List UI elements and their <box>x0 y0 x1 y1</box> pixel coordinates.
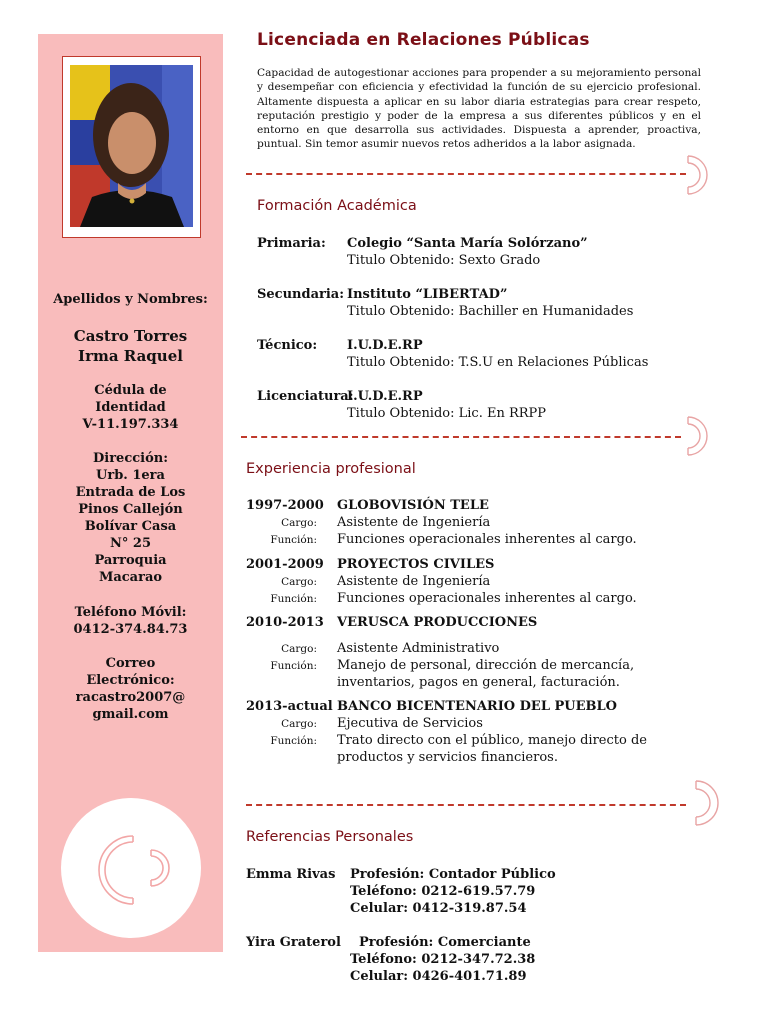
education-level: Técnico: <box>257 338 318 353</box>
experience-role: Asistente de Ingeniería <box>337 515 491 530</box>
education-institution: Instituto “LIBERTAD” <box>347 287 508 302</box>
education-level: Primaria: <box>257 236 326 251</box>
cargo-label: Cargo: <box>281 517 317 529</box>
given-names: Irma Raquel <box>78 347 183 365</box>
experience-role: Ejecutiva de Servicios <box>337 716 483 731</box>
references-heading: Referencias Personales <box>246 829 414 845</box>
education-level: Secundaria: <box>257 287 345 302</box>
experience-company: PROYECTOS CIVILES <box>337 557 495 572</box>
profile-summary: Capacidad de autogestionar acciones para propender a su mejoramiento personal y desempeñar con eficiencia y efectividad la función de su ejercicio profesional. Altamente dispuesta a aplicar en su labor diaria estrategias para crear respeto, reputación prestigio y poder de la empresa a sus diferentes públicos y en el entorno en que desarrolla sus actividades. Dispuesta a aprender, proactiva, puntual. Sin temor asumir nuevos retos adheridos a la labor asignada. <box>257 67 701 151</box>
divider-ornament-icon <box>694 779 720 827</box>
funcion-label: Función: <box>270 534 317 546</box>
funcion-label: Función: <box>270 660 317 672</box>
reference-mobile: Celular: 0412-319.87.54 <box>350 901 527 916</box>
experience-function: Funciones operacionales inherentes al cargo. <box>337 591 637 606</box>
reference-mobile: Celular: 0426-401.71.89 <box>350 969 527 984</box>
divider-2 <box>241 436 681 438</box>
email-line-2[interactable]: gmail.com <box>92 707 169 722</box>
reference-phone: Teléfono: 0212-347.72.38 <box>350 952 536 967</box>
education-institution: I.U.D.E.RP <box>347 338 423 353</box>
cargo-label: Cargo: <box>281 576 317 588</box>
experience-years: 1997-2000 <box>246 498 324 513</box>
education-degree: Titulo Obtenido: Lic. En RRPP <box>347 406 547 421</box>
experience-company: BANCO BICENTENARIO DEL PUEBLO <box>337 699 617 714</box>
experience-years: 2010-2013 <box>246 615 324 630</box>
funcion-label: Función: <box>270 593 317 605</box>
education-heading: Formación Académica <box>257 198 417 214</box>
experience-function: productos y servicios financieros. <box>337 750 558 765</box>
profile-photo <box>70 65 193 227</box>
address-label: Dirección: <box>92 451 169 466</box>
monogram-logo-icon <box>61 798 201 938</box>
id-value: V-11.197.334 <box>82 417 179 432</box>
experience-function: Trato directo con el público, manejo directo de <box>337 733 647 748</box>
education-degree: Titulo Obtenido: T.S.U en Relaciones Públicas <box>347 355 649 370</box>
experience-function: Funciones operacionales inherentes al cargo. <box>337 532 637 547</box>
experience-heading: Experiencia profesional <box>246 461 416 477</box>
reference-name: Yira Graterol <box>246 935 341 950</box>
cargo-label: Cargo: <box>281 643 317 655</box>
email-label: Correo Electrónico: <box>86 656 175 688</box>
email-line-1[interactable]: racastro2007@ <box>75 690 186 705</box>
education-degree: Titulo Obtenido: Sexto Grado <box>347 253 541 268</box>
reference-name: Emma Rivas <box>246 867 336 882</box>
divider-1 <box>246 173 686 175</box>
reference-phone: Teléfono: 0212-619.57.79 <box>350 884 536 899</box>
experience-company: GLOBOVISIÓN TELE <box>337 498 489 513</box>
divider-ornament-icon <box>686 154 712 196</box>
education-institution: Colegio “Santa María Solórzano” <box>347 236 588 251</box>
experience-role: Asistente de Ingeniería <box>337 574 491 589</box>
experience-role: Asistente Administrativo <box>337 641 500 656</box>
divider-3 <box>246 804 686 806</box>
cargo-label: Cargo: <box>281 718 317 730</box>
name-label: Apellidos y Nombres: <box>53 292 208 307</box>
funcion-label: Función: <box>270 735 317 747</box>
surname: Castro Torres <box>73 327 188 345</box>
education-degree: Titulo Obtenido: Bachiller en Humanidades <box>347 304 634 319</box>
experience-function: Manejo de personal, dirección de mercancía, <box>337 658 635 673</box>
education-level: Licenciatura: <box>257 389 354 404</box>
reference-profession: Profesión: Comerciante <box>359 935 531 950</box>
education-institution: I.U.D.E.RP <box>347 389 423 404</box>
page-title: Licenciada en Relaciones Públicas <box>257 30 590 50</box>
id-label: Cédula de Identidad <box>94 383 167 415</box>
experience-years: 2013-actual <box>246 699 333 714</box>
profile-photo-frame <box>62 56 201 238</box>
experience-company: VERUSCA PRODUCCIONES <box>337 615 538 630</box>
phone-label: Teléfono Móvil: <box>74 605 187 620</box>
experience-years: 2001-2009 <box>246 557 324 572</box>
reference-profession: Profesión: Contador Público <box>350 867 556 882</box>
phone-value: 0412-374.84.73 <box>73 622 188 637</box>
experience-function: inventarios, pagos en general, facturación. <box>337 675 620 690</box>
divider-ornament-icon <box>686 415 712 457</box>
address-value: Urb. 1era Entrada de Los Pinos Callejón Bolívar Casa N° 25 Parroquia Macarao <box>75 468 186 585</box>
